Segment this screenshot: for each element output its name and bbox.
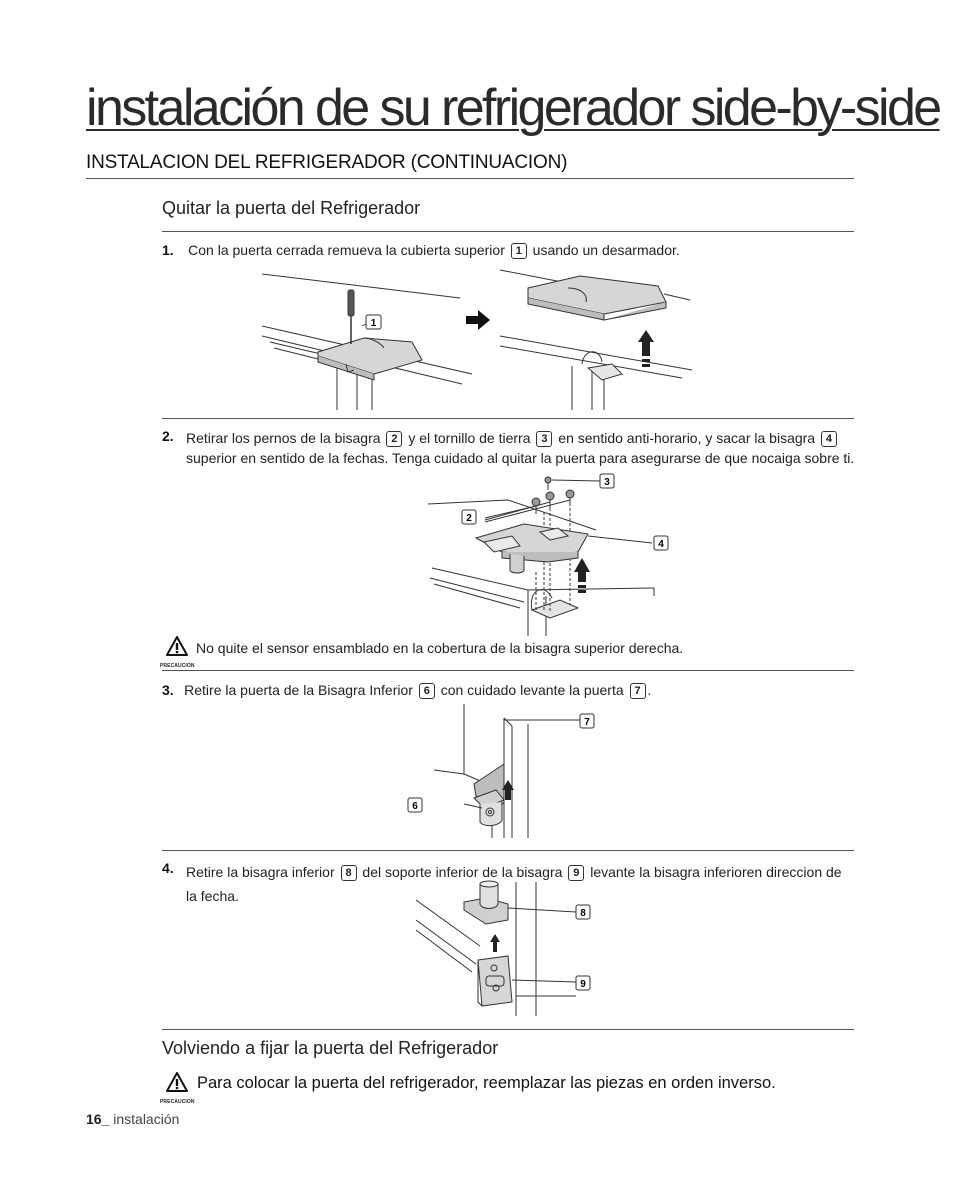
up-arrow-icon — [574, 558, 590, 593]
step-1 — [162, 240, 862, 260]
caution-text: Para colocar la puerta del refrigerador, reemplazar las piezas en orden inverso. — [197, 1074, 776, 1092]
subsection-divider — [162, 231, 854, 232]
step-text: Con la puerta cerrada remueva la cubierta superior 1 usando un desarmador. — [188, 242, 680, 258]
part-number-badge: 9 — [568, 865, 584, 881]
step-text: Retire la puerta de la Bisagra Inferior 6 con cuidado levante la puerta 7 . — [184, 682, 652, 698]
callout-label: 7 — [584, 717, 590, 728]
caution-text: No quite el sensor ensamblado en la cobertura de la bisagra superior derecha. — [196, 640, 684, 656]
step-number: 1. — [162, 242, 174, 258]
callout-label: 9 — [580, 979, 586, 990]
step-2 — [162, 428, 862, 468]
page-number: 16_ — [86, 1111, 110, 1127]
step-divider — [162, 850, 854, 851]
step-number: 3. — [162, 682, 174, 698]
step-number: 4. — [162, 860, 174, 876]
part-number-badge: 8 — [341, 865, 357, 881]
up-arrow-icon — [490, 934, 500, 952]
caution-label: PRECAUCION — [160, 663, 195, 669]
page-footer — [86, 1111, 179, 1127]
screwdriver-icon — [348, 290, 354, 316]
refit-door-title: Volviendo a fijar la puerta del Refrigerador — [162, 1038, 499, 1058]
part-number-badge: 2 — [386, 431, 402, 447]
figure-remove-hinge-bolts — [428, 472, 672, 636]
warning-triangle-icon — [160, 1072, 194, 1105]
footer-section: instalación — [113, 1111, 180, 1127]
part-number-badge: 4 — [821, 431, 837, 447]
step-divider — [162, 418, 854, 419]
step-text: Retire la bisagra inferior 8 del soporte inferior de la bisagra 9 levante la bisagra inferioren direccion de la fecha. — [186, 864, 842, 904]
part-number-badge: 6 — [419, 683, 435, 699]
section-divider — [86, 178, 854, 179]
callout-label: 4 — [658, 539, 664, 550]
page-title: instalación de su refrigerador side-by-side — [86, 79, 940, 137]
part-number-badge: 3 — [536, 431, 552, 447]
caution-notice — [160, 1072, 194, 1105]
figure-lift-door — [404, 704, 600, 838]
part-number-badge: 1 — [511, 243, 527, 259]
figure-remove-lower-hinge — [416, 880, 596, 1016]
callout-label: 3 — [604, 477, 610, 488]
step-divider — [162, 670, 854, 671]
callout-label: 8 — [580, 908, 586, 919]
step-number: 2. — [162, 428, 174, 444]
remove-door-title: Quitar la puerta del Refrigerador — [162, 198, 421, 218]
step-3 — [162, 680, 862, 700]
caution-label: PRECAUCION — [160, 1099, 195, 1105]
step-text: Retirar los pernos de la bisagra 2 y el tornillo de tierra 3 en sentido anti-horario, y sacar la bisagra 4 superior en sentido de la fechas. Tenga cuidado al quitar la puerta para asegurarse de que nocaiga sobre ti. — [186, 430, 855, 466]
right-arrow-icon — [466, 310, 490, 330]
figure-remove-top-cover — [262, 264, 694, 414]
callout-label: 6 — [412, 801, 418, 812]
callout-label: 1 — [370, 318, 377, 329]
warning-triangle-icon — [160, 636, 194, 669]
up-arrow-icon — [638, 330, 654, 367]
part-number-badge: 7 — [630, 683, 646, 699]
section-title: INSTALACION DEL REFRIGERADOR (CONTINUACION) — [86, 152, 568, 173]
subsection-divider — [162, 1029, 854, 1030]
callout-label: 2 — [466, 513, 472, 524]
caution-notice — [160, 636, 194, 669]
